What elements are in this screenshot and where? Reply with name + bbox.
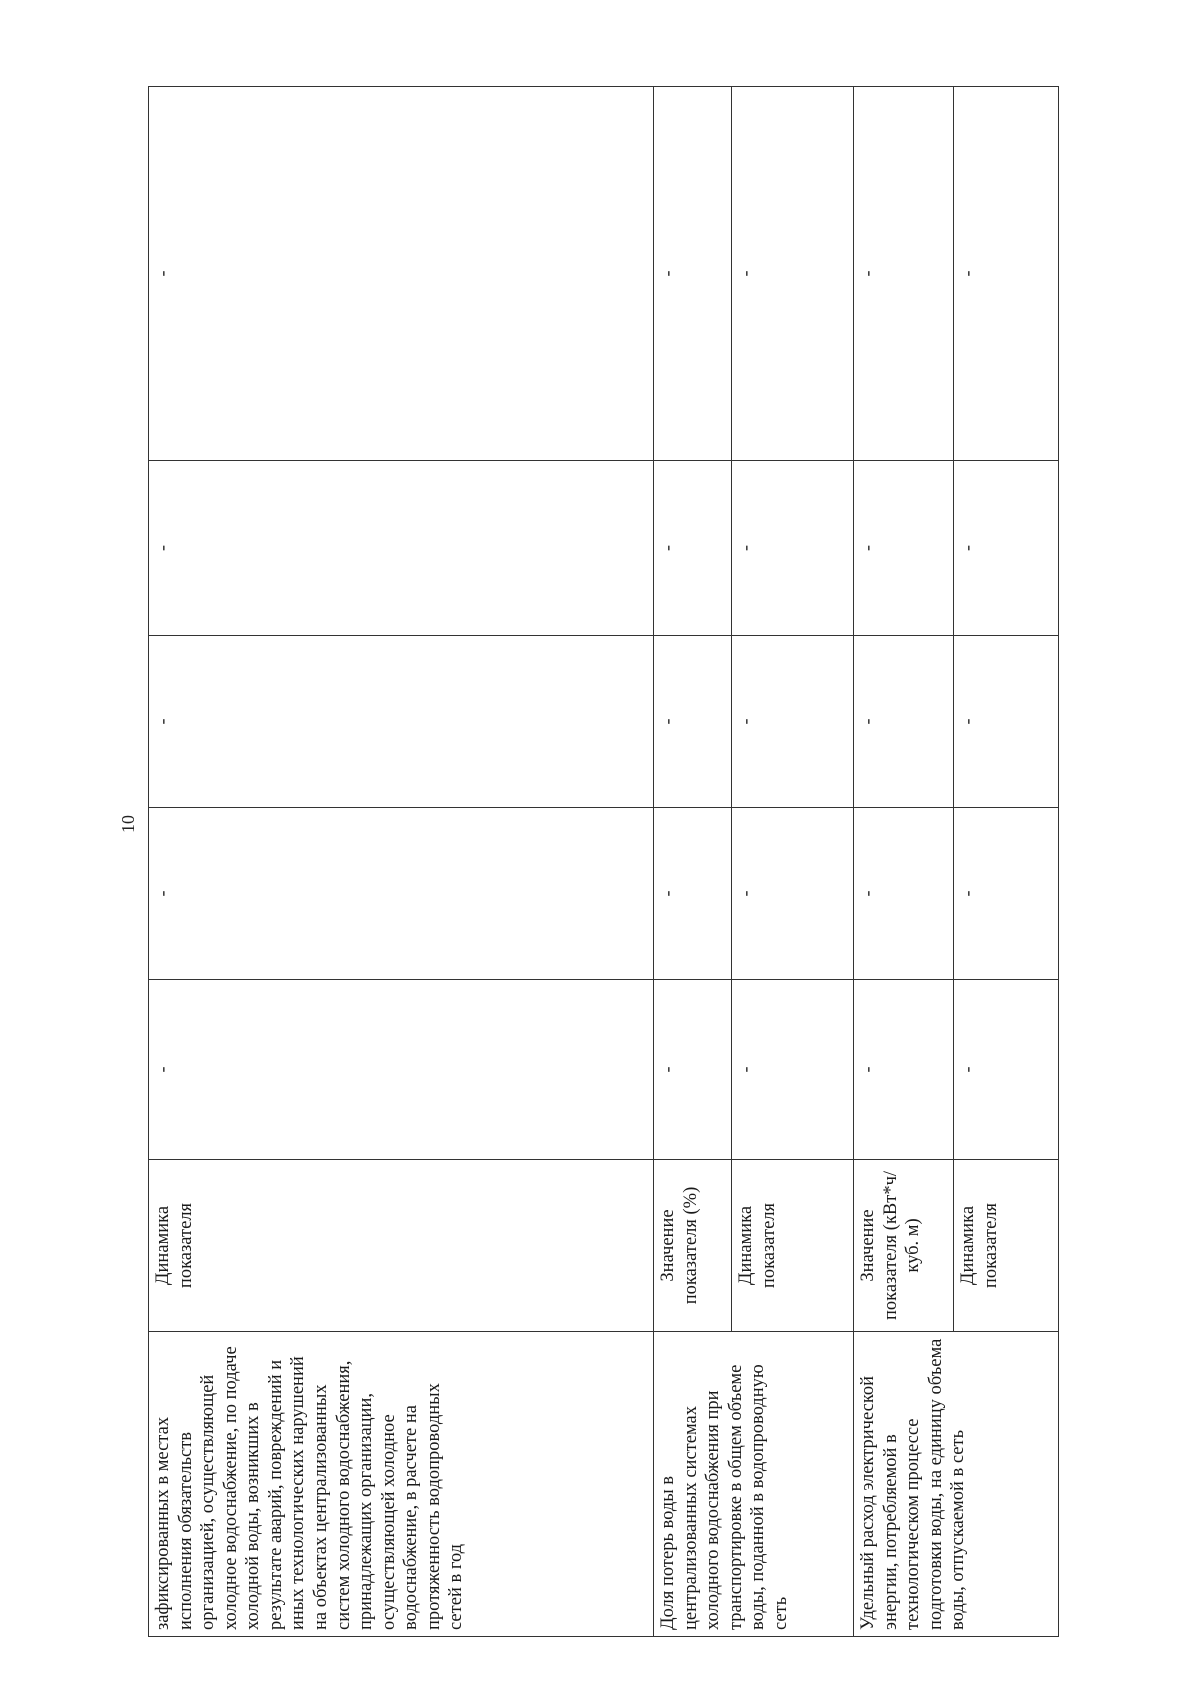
value-cell: - (854, 87, 954, 461)
sub-label: Значение показателя (кВт*ч/куб. м) (854, 1160, 954, 1332)
value-cell: - (654, 87, 732, 461)
value-cell: - (654, 980, 732, 1160)
value-cell: - (732, 808, 854, 980)
value-cell: - (954, 87, 1059, 461)
value-cell: - (854, 980, 954, 1160)
value-cell: - (732, 980, 854, 1160)
indicator-name: Удельный расход электрической энергии, потребляемой в технологическом процессе подготовки воды, на единицу объема воды, отпускаемой в сеть (854, 1332, 1059, 1637)
indicator-name: зафиксированных в местах исполнения обязательств организацией, осуществляющей холодное водоснабжение, по подаче холодной воды, возникших в результате аварий, повреждений и иных технологических нарушений на объектах централизованных систем холодного водоснабжения, принадлежащих организации, осуществляющей холодное водоснабжение, в расчете на протяженность водопроводных сетей в год (149, 1332, 654, 1637)
sub-label: Динамика показателя (732, 1160, 854, 1332)
table-row (654, 87, 732, 1637)
value-cell: - (149, 808, 654, 980)
value-cell: - (732, 461, 854, 636)
value-cell: - (732, 636, 854, 808)
value-cell: - (854, 636, 954, 808)
sub-label: Динамика показателя (149, 1160, 654, 1332)
sub-label: Значение показателя (%) (654, 1160, 732, 1332)
value-cell: - (654, 808, 732, 980)
indicator-name: Доля потерь воды в централизованных системах холодного водоснабжения при транспортировке в общем объеме воды, поданной в водопроводную сеть (654, 1332, 854, 1637)
value-cell: - (954, 636, 1059, 808)
value-cell: - (149, 87, 654, 461)
value-cell: - (954, 461, 1059, 636)
value-cell: - (654, 636, 732, 808)
table-row (854, 87, 954, 1637)
value-cell: - (854, 808, 954, 980)
sub-label: Динамика показателя (954, 1160, 1059, 1332)
indicators-table (148, 86, 1059, 1637)
value-cell: - (732, 87, 854, 461)
value-cell: - (654, 461, 732, 636)
value-cell: - (149, 980, 654, 1160)
value-cell: - (954, 980, 1059, 1160)
rotated-table-container (148, 87, 1058, 1637)
value-cell: - (149, 636, 654, 808)
value-cell: - (149, 461, 654, 636)
page-number: 10 (118, 815, 138, 833)
value-cell: - (954, 808, 1059, 980)
table-row (149, 87, 654, 1637)
value-cell: - (854, 461, 954, 636)
